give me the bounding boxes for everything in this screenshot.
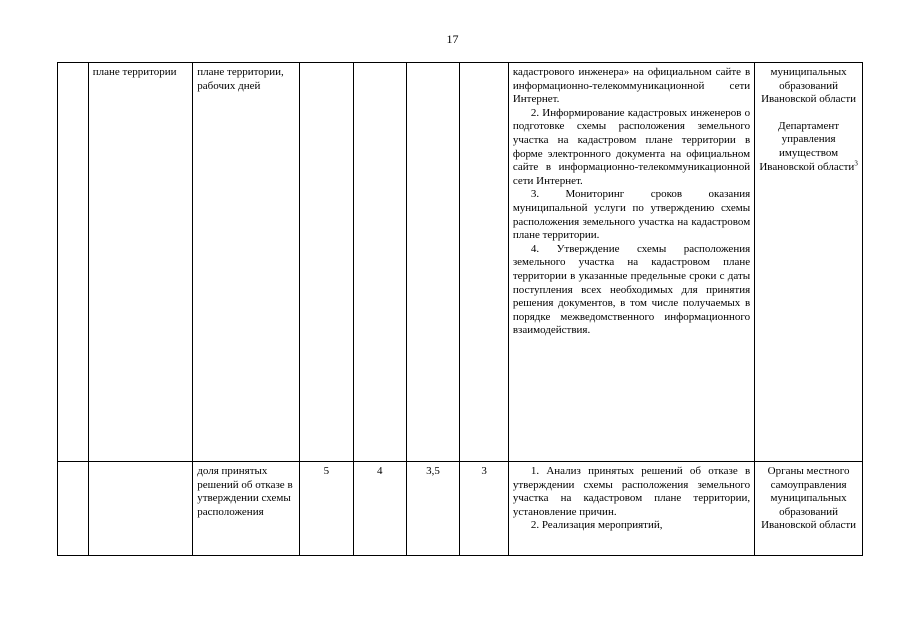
value-cell: 3 bbox=[460, 462, 508, 556]
measure-text: 3. Мониторинг сроков оказания муниципальной услуги по утверждению схемы расположения земельного участка на кадастровом плане территории. bbox=[512, 188, 751, 242]
responsible-text: Департамент управления имуществом Ивановской области$^3$ bbox=[759, 119, 858, 173]
page-number: 17 bbox=[446, 32, 459, 46]
measure-text: 1. Анализ принятых решений об отказе в утверждении схемы расположения земельного участка на кадастровом плане территории, установление причин. bbox=[512, 465, 751, 518]
table-row bbox=[58, 462, 863, 556]
value-cell bbox=[353, 63, 406, 462]
value-cell bbox=[406, 63, 460, 462]
value-cell: 4 bbox=[353, 462, 406, 556]
value-cell: 3,5 bbox=[406, 462, 460, 556]
footnote-mark: 3 bbox=[854, 158, 858, 167]
measure-text: 4. Утверждение схемы расположения земельного участка на кадастровом плане территории в указанные предельные сроки с даты поступления всех необходимых для принятия решения документов, в том числе получаемых в порядке межведомственного информационного взаимодействия. bbox=[512, 242, 751, 337]
target-cell bbox=[88, 462, 192, 556]
measures-cell bbox=[508, 63, 754, 462]
document-table bbox=[57, 62, 863, 556]
indicator-cell: доля принятых решений об отказе в утверждении схемы расположения bbox=[193, 462, 300, 556]
responsible-cell bbox=[755, 63, 863, 462]
row-number-cell bbox=[58, 462, 89, 556]
measure-text: 2. Информирование кадастровых инженеров о подготовке схемы расположения земельного участка на кадастровом плане территории в форме электронного документа на официальном сайте в информационно-телекоммуникационной сети Интернет. bbox=[512, 106, 751, 187]
value-cell bbox=[299, 63, 353, 462]
target-cell: плане территории bbox=[88, 63, 192, 462]
responsible-text: муниципальных образований Ивановской области bbox=[761, 66, 857, 106]
row-number-cell bbox=[58, 63, 89, 462]
table-row bbox=[58, 63, 863, 462]
responsible-text: Органы местного самоуправления муниципальных образований Ивановской области bbox=[761, 465, 857, 532]
indicator-cell: плане территории, рабочих дней bbox=[193, 63, 300, 462]
value-cell: 5 bbox=[299, 462, 353, 556]
value-cell bbox=[460, 63, 508, 462]
responsible-cell bbox=[755, 462, 863, 556]
measures-cell bbox=[508, 462, 754, 556]
measure-text: 2. Реализация мероприятий, bbox=[530, 519, 663, 532]
measure-text: кадастрового инженера» на официальном сайте в информационно-телекоммуникационной сети Интернет. bbox=[512, 66, 751, 106]
